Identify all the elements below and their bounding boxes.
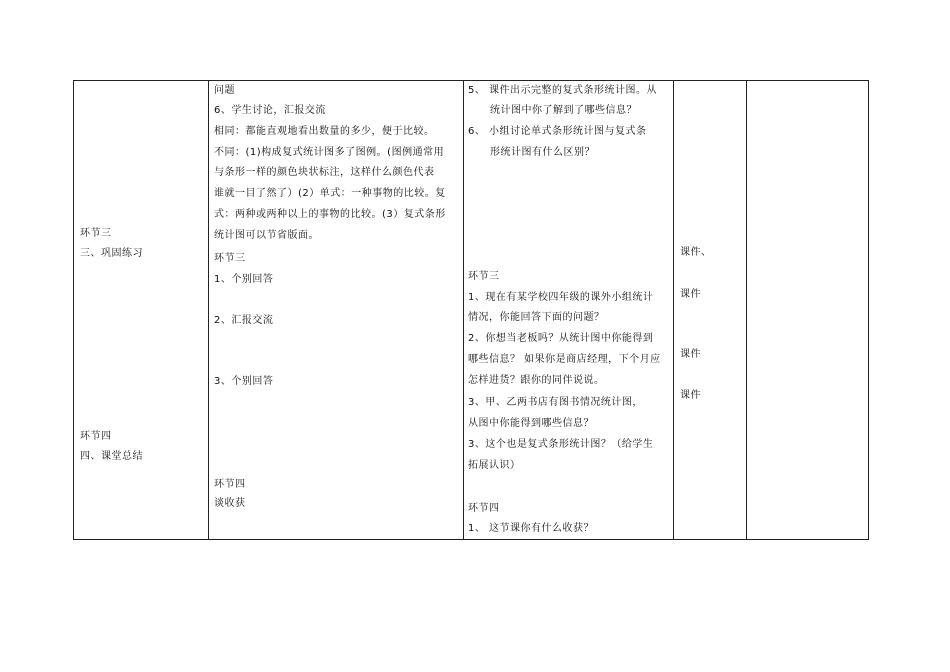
col2-line: 问题	[214, 85, 235, 96]
col1-sec4-title: 环节四	[80, 431, 112, 442]
col3-line: 1、 这节课你有什么收获？	[468, 523, 595, 534]
col4-media: 课件、	[680, 247, 712, 258]
col4-media: 课件	[680, 349, 701, 360]
col3-sec4-title: 环节四	[468, 503, 500, 514]
col3-line: 6、 小组讨论单式条形统计图与复式条	[468, 126, 647, 137]
col3-line: 怎样进货？跟你的同伴说说。	[468, 375, 605, 386]
column-divider	[746, 81, 747, 539]
col1-sec3-name: 三、巩固练习	[80, 248, 143, 259]
col3-line: 5、 课件出示完整的复式条形统计图。从	[468, 85, 658, 96]
col2-line: 相同：都能直观地看出数量的多少，便于比较。	[214, 126, 435, 137]
col2-line: 不同：(1)构成复式统计图多了图例。(图例通常用	[214, 147, 445, 158]
col2-line: 统计图可以节省版面。	[214, 230, 319, 241]
col3-line: 哪些信息？ 如果你是商店经理，下个月应	[468, 354, 661, 365]
col1-sec3-title: 环节三	[80, 228, 112, 239]
col3-line: 统计图中你了解到了哪些信息？	[490, 105, 637, 116]
col2-answer: 1、个别回答	[214, 274, 274, 285]
col2-line: 谁就一目了然了）(2）单式：一种事物的比较。复	[214, 188, 446, 199]
col2-line: 式：两种或两种以上的事物的比较。(3）复式条形	[214, 209, 446, 220]
col3-line: 从图中你能得到哪些信息？	[468, 418, 594, 429]
col3-line: 3、甲、乙两书店有图书情况统计图，	[468, 397, 643, 408]
col2-line: 与条形一样的颜色块状标注，这样什么颜色代表	[214, 167, 435, 178]
col4-media: 课件	[680, 289, 701, 300]
col1-sec4-name: 四、课堂总结	[80, 451, 143, 462]
col3-line: 2、你想当老板吗？从统计图中你能得到	[468, 333, 654, 344]
col2-sec3-title: 环节三	[214, 253, 246, 264]
col3-sec3-title: 环节三	[468, 271, 500, 282]
col2-sec4-text: 谈收获	[214, 498, 246, 509]
column-divider	[673, 81, 674, 539]
col3-line: 1、现在有某学校四年级的课外小组统计	[468, 292, 654, 303]
col2-sec4-title: 环节四	[214, 479, 246, 490]
column-divider	[463, 81, 464, 539]
col3-line: 拓展认识）	[468, 460, 521, 471]
col2-answer: 2、汇报交流	[214, 315, 274, 326]
col3-line: 形统计图有什么区别？	[490, 147, 595, 158]
col3-line: 3、这个也是复式条形统计图？（给学生	[468, 439, 654, 450]
col2-answer: 3、个别回答	[214, 376, 274, 387]
col3-line: 情况，你能回答下面的问题？	[468, 312, 605, 323]
column-divider	[208, 81, 209, 539]
col4-media: 课件	[680, 390, 701, 401]
col2-line: 6、学生讨论，汇报交流	[214, 105, 326, 116]
